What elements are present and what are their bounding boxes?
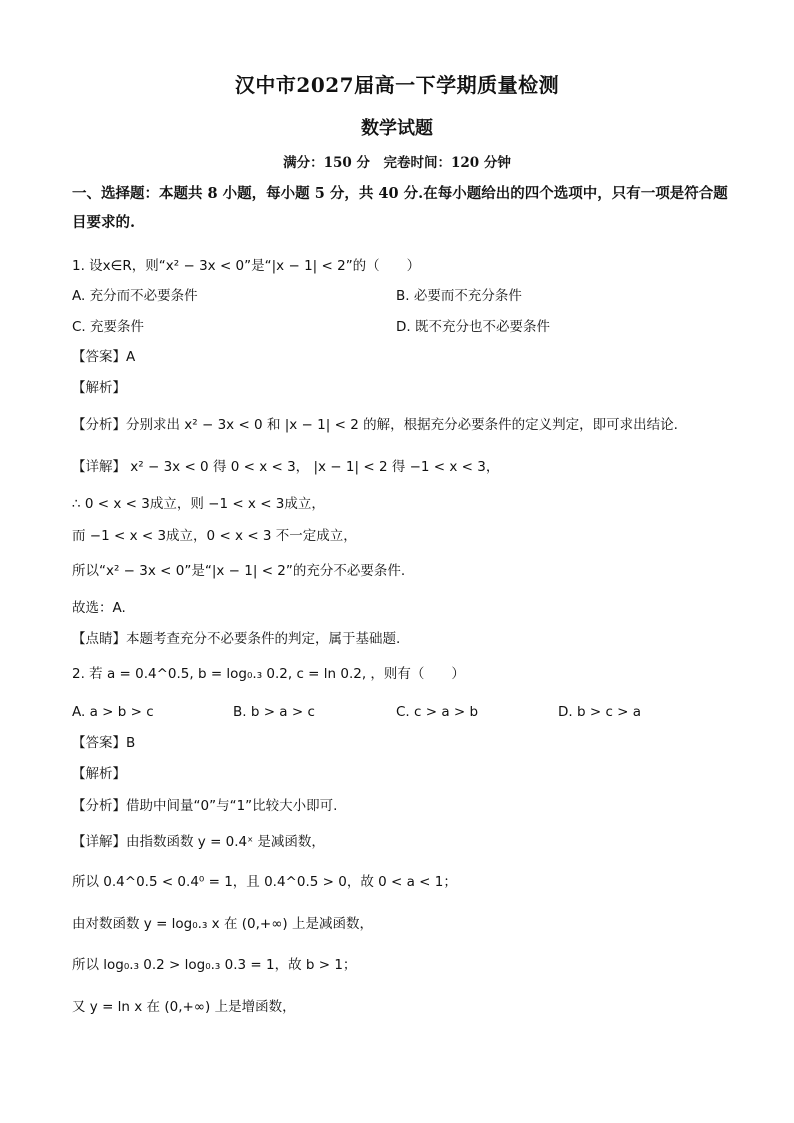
q2-option-a: A. a > b > c: [72, 704, 154, 720]
q1-detail-1: 【详解】 x² − 3x < 0 得 0 < x < 3， |x − 1| < 2 得 −1 < x < 3，: [72, 459, 500, 475]
q1-option-c: C. 充要条件: [72, 319, 145, 335]
section-heading: 一、选择题：本题共 8 小题，每小题 5 分，共 40 分.在每小题给出的四个选项中，只有一项是符合题目要求的.: [72, 185, 728, 231]
subject-title: 数学试题: [361, 118, 433, 139]
exam-meta: 满分：150 分 完卷时间：120 分钟: [283, 155, 511, 171]
q2-detail-3: 由对数函数 y = log₀.₃ x 在 (0,+∞) 上是减函数，: [72, 916, 373, 932]
q2-detail-4: 所以 log₀.₃ 0.2 > log₀.₃ 0.3 = 1，故 b > 1；: [72, 957, 357, 973]
q2-detail-5: 又 y = ln x 在 (0,+∞) 上是增函数，: [72, 999, 296, 1015]
exam-title: 汉中市2027届高一下学期质量检测: [234, 73, 560, 97]
q1-detail-3: 而 −1 < x < 3成立，0 < x < 3 不一定成立，: [72, 528, 357, 544]
q2-answer: 【答案】B: [72, 735, 136, 751]
q1-option-d: D. 既不充分也不必要条件: [396, 319, 550, 335]
q2-detail-2: 所以 0.4^0.5 < 0.4⁰ = 1，且 0.4^0.5 > 0，故 0 < a < 1；: [72, 874, 457, 890]
question-2-stem: 2. 若 a = 0.4^0.5, b = log₀.₃ 0.2, c = ln 0.2, ，则有（ ）: [72, 666, 465, 682]
q1-choose: 故选：A.: [72, 600, 126, 616]
q2-option-d: D. b > c > a: [558, 704, 642, 720]
q1-detail-4: 所以“x² − 3x < 0”是“|x − 1| < 2”的充分不必要条件.: [72, 563, 406, 579]
q1-option-b: B. 必要而不充分条件: [396, 288, 522, 304]
q1-analysis-title: 【解析】: [72, 380, 126, 396]
question-1-stem: 1. 设x∈R，则“x² − 3x < 0”是“|x − 1| < 2”的（ ）: [72, 258, 421, 274]
q1-dianjing: 【点睛】本题考查充分不必要条件的判定，属于基础题.: [72, 631, 401, 647]
q2-option-b: B. b > a > c: [233, 704, 315, 720]
q1-detail-2: ∴ 0 < x < 3成立，则 −1 < x < 3成立，: [72, 496, 325, 512]
q1-option-a: A. 充分而不必要条件: [72, 288, 198, 304]
q1-answer: 【答案】A: [72, 349, 136, 365]
q2-analysis-title: 【解析】: [72, 766, 126, 782]
q2-option-c: C. c > a > b: [396, 704, 479, 720]
q2-detail-1: 【详解】由指数函数 y = 0.4ˣ 是减函数，: [72, 834, 325, 850]
q2-fenxi: 【分析】借助中间量“0”与“1”比较大小即可.: [72, 798, 338, 814]
q1-fenxi: 【分析】分别求出 x² − 3x < 0 和 |x − 1| < 2 的解，根据充分必要条件的定义判定，即可求出结论.: [72, 417, 678, 433]
